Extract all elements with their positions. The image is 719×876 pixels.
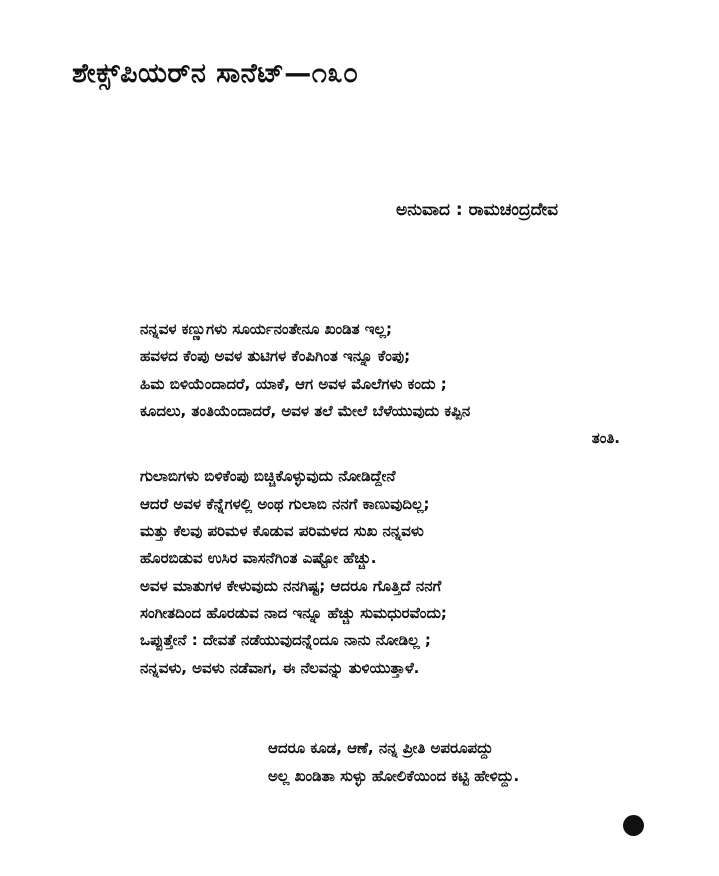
stanza-gap bbox=[140, 452, 640, 463]
end-mark-dot bbox=[623, 815, 644, 836]
stanza-1 bbox=[140, 316, 640, 452]
poem-line: ಮತ್ತು ಕೆಲವು ಪರಿಮಳ ಕೊಡುವ ಪರಿಮಳದ ಸುಖ ನನ್ನವಳು bbox=[140, 522, 424, 541]
poem-line: ನನ್ನವಳ ಕಣ್ಣುಗಳು ಸೂರ್ಯನಂತೇನೂ ಖಂಡಿತ ಇಲ್ಲ; bbox=[140, 320, 393, 338]
poem-line-continuation: ತಂತಿ. bbox=[591, 429, 620, 448]
poem-title: ಶೇಕ್ಸ್‌ಪಿಯರ್‌ನ ಸಾನೆಟ್—೧೩೦ bbox=[72, 58, 359, 89]
poem-line: ಆದರೆ ಅವಳ ಕೆನ್ನೆಗಳಲ್ಲಿ ಅಂಥ ಗುಲಾಬಿ ನನಗೆ ಕಾಣುವುದಿಲ್ಲ; bbox=[140, 494, 430, 513]
poem-line: ಒಪ್ಪುತ್ತೇನೆ : ದೇವತೆ ನಡೆಯುವುದನ್ನೆಂದೂ ನಾನು ನೋಡಿಲ್ಲ ; bbox=[140, 631, 431, 650]
poem-body bbox=[140, 316, 640, 682]
poem-line: ನನ್ನವಳು, ಅವಳು ನಡೆವಾಗ, ಈ ನೆಲವನ್ನು ತುಳಿಯುತ್ತಾಳೆ. bbox=[140, 658, 420, 677]
poem-line: ಹವಳದ ಕೆಂಪು ಅವಳ ತುಟಿಗಳ ಕೆಂಪಿಗಿಂತ ಇನ್ನೂ ಕೆಂಪು; bbox=[140, 347, 411, 366]
translator-credit: ಅನುವಾದ : ರಾಮಚಂದ್ರದೇವ bbox=[396, 200, 559, 220]
poem-line: ಗುಲಾಬಿಗಳು ಬಿಳಿಕೆಂಪು ಬಿಚ್ಚಿಕೊಳ್ಳುವುದು ನೋಡಿದ್ದೇನೆ bbox=[140, 467, 396, 486]
poem-line: ಹಿಮ ಬಿಳಿಯೆಂದಾದರೆ, ಯಾಕೆ, ಆಗ ಅವಳ ಮೊಲೆಗಳು ಕಂದು ; bbox=[140, 374, 447, 393]
stanza-2 bbox=[140, 463, 640, 681]
poem-line: ಅವಳ ಮಾತುಗಳ ಕೇಳುವುದು ನನಗಿಷ್ಟ; ಆದರೂ ಗೊತ್ತಿದೆ ನನಗೆ bbox=[140, 576, 442, 595]
poem-line: ಸಂಗೀತದಿಂದ ಹೊರಡುವ ನಾದ ಇನ್ನೂ ಹೆಚ್ಚು ಸುಮಧುರವೆಂದು; bbox=[140, 603, 447, 622]
poem-line: ಕೂದಲು, ತಂತಿಯೆಂದಾದರೆ, ಅವಳ ತಲೆ ಮೇಲೆ ಬೆಳೆಯುವುದು ಕಪ್ಪಿನ bbox=[140, 401, 471, 420]
closing-couplet bbox=[268, 734, 519, 790]
poem-line: ಹೊರಬಿಡುವ ಉಸಿರ ವಾಸನೆಗಿಂತ ಎಷ್ಟೋ ಹೆಚ್ಚು. bbox=[140, 549, 377, 568]
couplet-line: ಅಲ್ಲ ಖಂಡಿತಾ ಸುಳ್ಳು ಹೋಲಿಕೆಯಿಂದ ಕಟ್ಟಿ ಹೇಳಿದ್ದು. bbox=[268, 767, 520, 785]
couplet-line: ಆದರೂ ಕೂಡ, ಆಣೆ, ನನ್ನ ಪ್ರೀತಿ ಅಪರೂಪದ್ದು bbox=[268, 739, 493, 757]
